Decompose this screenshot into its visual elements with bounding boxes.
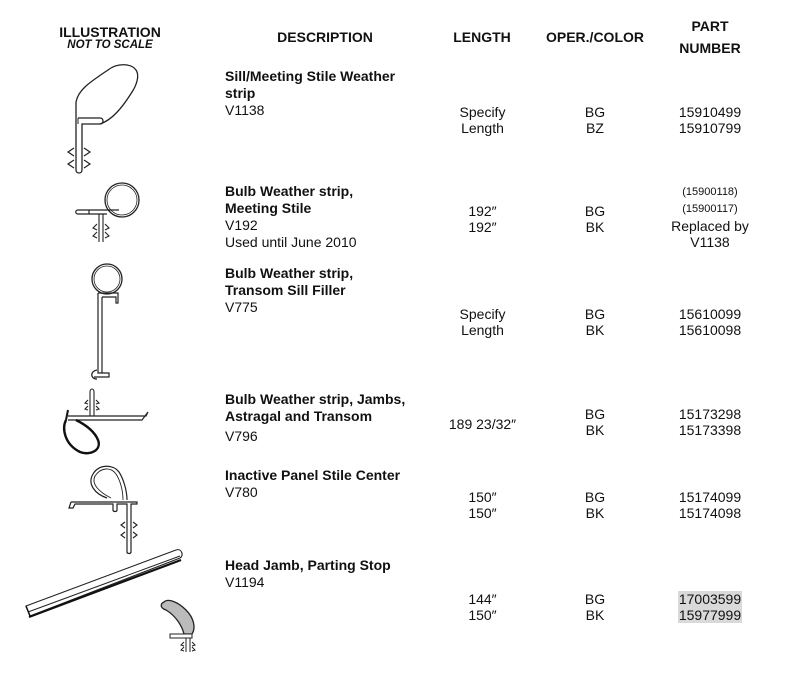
header-illustration-label: ILLUSTRATION: [59, 24, 161, 40]
color-code: BG: [584, 489, 606, 505]
color-code: BK: [585, 505, 605, 521]
length-value: Specify: [459, 306, 506, 322]
row-title-line: Inactive Panel Stile Center: [225, 467, 401, 483]
header-part-number-line1: PART: [691, 18, 729, 34]
row-length: [440, 591, 525, 623]
header-description: DESCRIPTION: [277, 29, 373, 45]
bulb-weatherstrip-transom-sill-filler-icon: [85, 263, 155, 388]
row-part-numbers: [660, 184, 760, 250]
row-note: Used until June 2010: [225, 234, 357, 250]
row-part-numbers: [665, 489, 755, 521]
header-part-number: [665, 16, 755, 58]
row-part-numbers: [665, 306, 755, 338]
bulb-weatherstrip-jambs-icon: [60, 388, 170, 458]
color-code: BG: [584, 306, 606, 322]
row-description: [225, 467, 445, 501]
row-model-code: V1194: [225, 574, 265, 590]
length-value: Length: [461, 120, 504, 136]
length-value: 150″: [468, 489, 497, 505]
length-value: 144″: [468, 591, 497, 607]
length-value: 192″: [468, 219, 497, 235]
replacement-note: Replaced by: [671, 218, 749, 234]
header-not-to-scale: NOT TO SCALE: [67, 39, 153, 51]
row-length: [440, 306, 525, 338]
part-number: 15610099: [678, 306, 742, 322]
part-number: 15610098: [678, 322, 742, 338]
part-number-highlighted: 17003599: [678, 591, 742, 607]
row-color: [555, 489, 635, 521]
row-description: [225, 391, 445, 445]
row-title-line: Head Jamb, Parting Stop: [225, 557, 391, 573]
row-part-numbers: [665, 591, 755, 623]
header-oper-color: OPER./COLOR: [545, 29, 644, 45]
row-description: [225, 68, 435, 119]
color-code: BG: [584, 203, 606, 219]
part-number: 15174099: [678, 489, 742, 505]
row-description: [225, 557, 445, 591]
row-title-line: strip: [225, 85, 256, 101]
length-value: Length: [461, 322, 504, 338]
length-value: Specify: [459, 104, 506, 120]
row-color: [555, 104, 635, 136]
color-code: BK: [585, 607, 605, 623]
row-model-code: V775: [225, 299, 258, 315]
color-code: BG: [584, 591, 606, 607]
bulb-weatherstrip-meeting-stile-icon: [75, 180, 155, 250]
row-title-line: Sill/Meeting Stile Weather: [225, 68, 396, 84]
row-color: [555, 203, 635, 235]
row-length: [440, 104, 525, 136]
color-code: BZ: [586, 120, 604, 136]
row-model-code: V796: [225, 428, 258, 444]
row-title-line: Astragal and Transom: [225, 408, 373, 424]
row-model-code: V780: [225, 484, 258, 500]
part-number: 15173398: [678, 422, 742, 438]
head-jamb-parting-stop-icon: [20, 550, 200, 660]
row-title-line: Transom Sill Filler: [225, 282, 346, 298]
row-color: [555, 591, 635, 623]
part-number: 15910499: [678, 104, 742, 120]
length-value: 192″: [468, 203, 497, 219]
row-color: [555, 406, 635, 438]
row-title-line: Bulb Weather strip, Jambs,: [225, 391, 406, 407]
row-length: [440, 416, 525, 432]
row-color: [555, 306, 635, 338]
part-number: (15900117): [682, 203, 738, 215]
row-title-line: Bulb Weather strip,: [225, 183, 354, 199]
part-number: 15910799: [678, 120, 742, 136]
header-part-number-line2: NUMBER: [679, 40, 741, 56]
row-part-numbers: [665, 406, 755, 438]
replacement-model: V1138: [690, 234, 730, 250]
sill-meeting-stile-weatherstrip-icon: [60, 62, 160, 182]
color-code: BK: [585, 219, 605, 235]
color-code: BK: [585, 422, 605, 438]
header-length: LENGTH: [453, 29, 511, 45]
row-description: [225, 265, 435, 316]
length-value: 150″: [468, 607, 497, 623]
row-title-line: Bulb Weather strip,: [225, 265, 354, 281]
part-number: 15173298: [678, 406, 742, 422]
row-part-numbers: [665, 104, 755, 136]
header-illustration: [40, 22, 180, 51]
length-value: 189 23/32″: [448, 416, 517, 432]
color-code: BG: [584, 406, 606, 422]
color-code: BG: [584, 104, 606, 120]
row-length: [440, 203, 525, 235]
row-model-code: V1138: [225, 102, 265, 118]
inactive-panel-stile-center-icon: [65, 462, 165, 562]
color-code: BK: [585, 322, 605, 338]
row-length: [440, 489, 525, 521]
part-number: 15174098: [678, 505, 742, 521]
row-description: [225, 183, 435, 251]
row-title-line: Meeting Stile: [225, 200, 312, 216]
part-number-highlighted: 15977999: [678, 607, 742, 623]
length-value: 150″: [468, 505, 497, 521]
part-number: (15900118): [682, 186, 738, 198]
row-model-code: V192: [225, 217, 258, 233]
